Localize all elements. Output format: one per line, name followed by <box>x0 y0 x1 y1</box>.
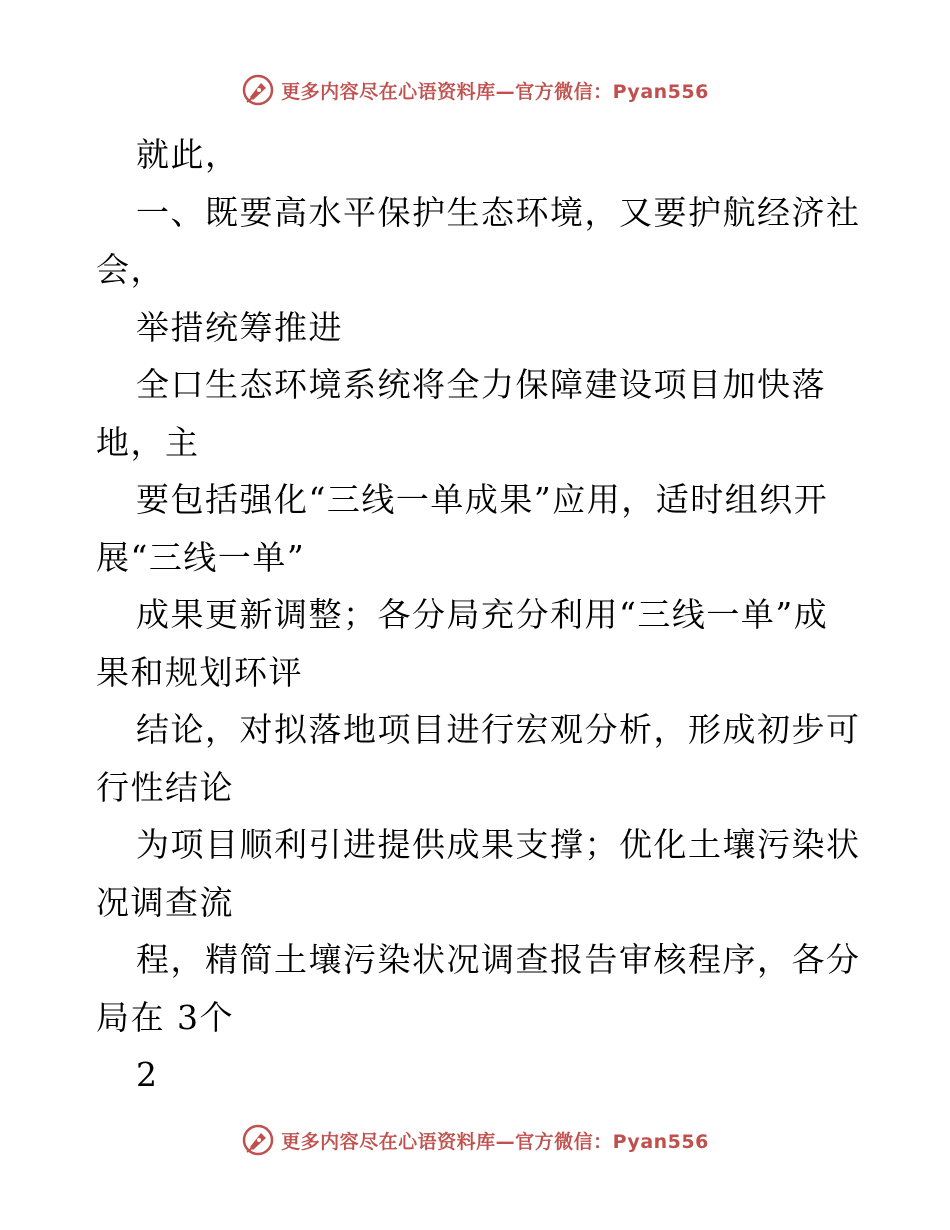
paragraph-line: 程，精简土壤污染状况调查报告审核程序，各分 <box>136 940 861 979</box>
paragraph-line: 结论，对拟落地项目进行宏观分析，形成初步可 <box>136 710 861 749</box>
paragraph-line: 成果更新调整；各分局充分利用“三线一单”成 <box>136 595 829 634</box>
paragraph-line: 为项目顺利引进提供成果支撑；优化土壤污染状 <box>136 825 861 864</box>
paragraph-line: 况调查流 <box>96 882 234 922</box>
paragraph-line: 要包括强化“三线一单成果”应用，适时组织开 <box>136 480 829 519</box>
document-body <box>96 126 861 1104</box>
paragraph-line: 全口生态环境系统将全力保障建设项目加快落 <box>136 365 826 404</box>
paragraph-line: 地，主 <box>96 422 200 462</box>
paragraph-line: 展“三线一单” <box>96 537 306 577</box>
paragraph-line: 就此， <box>136 135 240 174</box>
paragraph-line: 会， <box>96 250 165 289</box>
footer-watermark-banner <box>0 1120 950 1160</box>
header-watermark-banner <box>0 70 950 110</box>
paragraph-line: 局在 3个 <box>96 997 234 1037</box>
paragraph-line: 一、既要高水平保护生态环境，又要护航经济社 <box>136 192 861 232</box>
footer-watermark-text: 更多内容尽在心语资料库—官方微信：Pyan556 <box>281 1130 709 1153</box>
paragraph-line: 果和规划环评 <box>96 652 303 692</box>
page-number: 2 <box>136 1055 159 1094</box>
header-watermark-text: 更多内容尽在心语资料库—官方微信：Pyan556 <box>281 80 709 103</box>
paragraph-line: 举措统筹推进 <box>136 307 343 347</box>
pen-nib-logo-icon <box>241 1123 275 1157</box>
paragraph-line: 行性结论 <box>96 767 234 807</box>
pen-nib-logo-icon <box>241 73 275 107</box>
